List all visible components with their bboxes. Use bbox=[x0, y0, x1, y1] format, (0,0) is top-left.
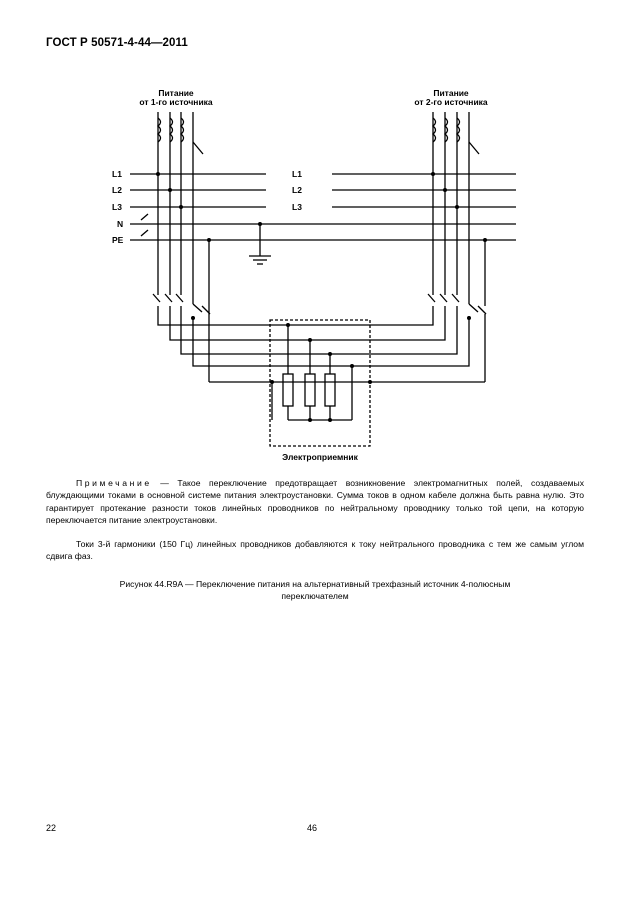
figure-caption bbox=[46, 578, 584, 603]
page-number-center: 46 bbox=[307, 823, 318, 833]
document-header: ГОСТ Р 50571-4-44—2011 bbox=[46, 37, 188, 49]
body-paragraph: Токи 3-й гармоники (150 Гц) линейных проводников добавляются к току нейтрального проводника с тем же самым углом сдвига фаз. bbox=[46, 539, 584, 562]
mid-label-l3: L3 bbox=[292, 202, 302, 212]
note-lead: Примечание bbox=[76, 478, 152, 488]
bus-label-l2: L2 bbox=[112, 185, 122, 195]
bus-label-l3: L3 bbox=[112, 202, 122, 212]
source2-label-line2: от 2-го источника bbox=[414, 97, 488, 107]
page-number-left: 22 bbox=[46, 823, 57, 833]
caption-line-1: Рисунок 44.R9A — Переключение питания на альтернативный трехфазный источник 4-полюсным bbox=[119, 579, 511, 589]
caption-line-2: переключателем bbox=[281, 591, 349, 602]
bus-label-n: N bbox=[117, 219, 124, 229]
mid-label-l1: L1 bbox=[292, 169, 302, 179]
bus-label-pe: PE bbox=[112, 235, 124, 245]
note-paragraph bbox=[46, 477, 584, 526]
source1-label-line2: от 1-го источника bbox=[139, 97, 213, 107]
load-label: Электроприемник bbox=[282, 452, 358, 462]
mid-label-l2: L2 bbox=[292, 185, 302, 195]
source1-label-line1: Питание bbox=[158, 88, 194, 98]
bus-label-l1: L1 bbox=[112, 169, 122, 179]
note-text: — Такое переключение предотвращает возникновение электромагнитных полей, создаваемых блуждающими токами в основной системе питания электроустановки. Сумма токов в одном кабеле должна быть равна нулю. Это гарантирует протекание разности токов линейных проводников по нейтральному проводнику только той цепи, на которую переключается питание электроустановки. bbox=[46, 478, 584, 525]
source2-label-line1: Питание bbox=[433, 88, 469, 98]
